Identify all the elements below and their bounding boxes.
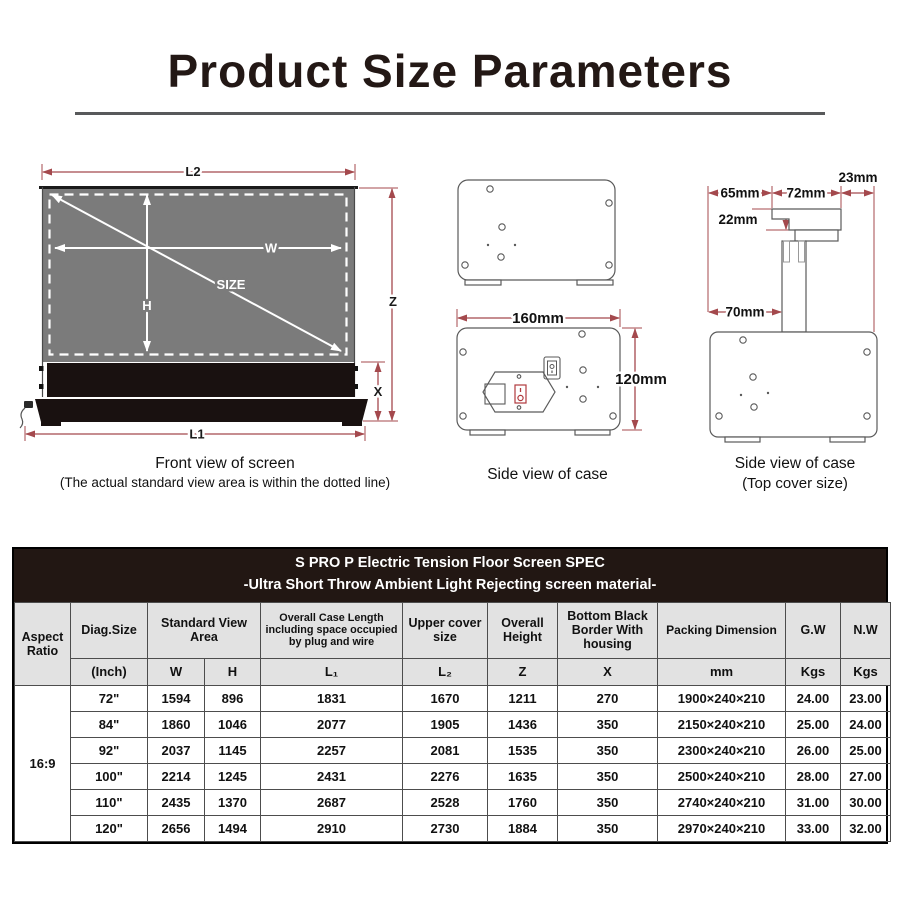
spec-title-line1: S PRO P Electric Tension Floor Screen SPEC — [295, 555, 605, 571]
cell: 1635 — [488, 763, 558, 789]
page-title: Product Size Parameters — [167, 45, 733, 97]
cell: 350 — [558, 737, 658, 763]
front-view-caption-title: Front view of screen — [155, 455, 295, 472]
dimension-l1 — [25, 426, 365, 442]
table-row — [15, 685, 891, 711]
cell: 2528 — [403, 789, 488, 815]
top-cover-caption — [690, 455, 900, 492]
spec-table-container — [12, 547, 888, 844]
power-plug — [24, 401, 33, 408]
cell: 1594 — [148, 685, 205, 711]
label-23mm: 23mm — [838, 170, 878, 185]
top-cover-diagram — [690, 160, 900, 450]
col-header-gw: G.W — [786, 602, 841, 658]
label-22mm: 22mm — [718, 212, 758, 227]
label-h: H — [142, 298, 152, 313]
cell: 23.00 — [841, 685, 891, 711]
subheader-x: X — [558, 658, 658, 685]
cell: 2037 — [148, 737, 205, 763]
label-70mm: 70mm — [725, 304, 765, 320]
label-z: Z — [389, 294, 397, 309]
side-view-case-diagram — [445, 160, 700, 450]
table-row — [15, 815, 891, 841]
table-row — [15, 737, 891, 763]
top-cover-shape — [772, 209, 841, 332]
cell: 25.00 — [786, 711, 841, 737]
dimension-70mm — [709, 305, 781, 320]
label-size: SIZE — [216, 277, 246, 292]
cell: 1370 — [205, 789, 261, 815]
cell: 26.00 — [786, 737, 841, 763]
cell: 92" — [71, 737, 148, 763]
cell: 350 — [558, 815, 658, 841]
aspect-ratio-value: 16:9 — [15, 685, 71, 841]
dimension-l2 — [42, 164, 355, 180]
front-view-caption — [15, 455, 435, 490]
subheader-kgs-gw: Kgs — [786, 658, 841, 685]
cell: 896 — [205, 685, 261, 711]
cell: 2687 — [261, 789, 403, 815]
dimension-160mm — [457, 309, 620, 327]
cell: 350 — [558, 711, 658, 737]
subheader-z: Z — [488, 658, 558, 685]
label-65mm: 65mm — [720, 185, 760, 201]
col-header-bottom-border: Bottom Black Border With housing — [558, 602, 658, 658]
label-160mm: 160mm — [512, 310, 564, 327]
cell: 30.00 — [841, 789, 891, 815]
top-cover-caption-title: Side view of case — [734, 455, 856, 472]
subheader-h: H — [205, 658, 261, 685]
cell: 33.00 — [786, 815, 841, 841]
col-header-standard-view-area: Standard View Area — [148, 602, 261, 658]
spec-table — [14, 602, 891, 842]
case-top-view — [458, 180, 615, 285]
subheader-mm: mm — [658, 658, 786, 685]
cell: 350 — [558, 789, 658, 815]
cell: 2740×240×210 — [658, 789, 786, 815]
col-header-case-length: Overall Case Length including space occupied by plug and wire — [261, 602, 403, 658]
cell: 270 — [558, 685, 658, 711]
col-header-packing: Packing Dimension — [658, 602, 786, 658]
col-header-diag-size: Diag.Size — [71, 602, 148, 658]
cell: 2257 — [261, 737, 403, 763]
cell: 2077 — [261, 711, 403, 737]
col-header-nw: N.W — [841, 602, 891, 658]
side-view-caption — [450, 466, 645, 484]
cell: 84" — [71, 711, 148, 737]
subheader-kgs-nw: Kgs — [841, 658, 891, 685]
cell: 2730 — [403, 815, 488, 841]
spec-title-line2: -Ultra Short Throw Ambient Light Rejecting screen material- — [243, 576, 657, 593]
cell: 2970×240×210 — [658, 815, 786, 841]
spec-table-title — [14, 549, 886, 602]
cell: 2150×240×210 — [658, 711, 786, 737]
dimension-72mm — [773, 186, 841, 209]
power-wire — [20, 408, 25, 428]
cell: 72" — [71, 685, 148, 711]
front-view-diagram — [15, 160, 435, 450]
col-header-aspect-ratio: Aspect Ratio — [15, 602, 71, 685]
table-row — [15, 789, 891, 815]
subheader-inch: (Inch) — [71, 658, 148, 685]
cell: 2431 — [261, 763, 403, 789]
cell: 32.00 — [841, 815, 891, 841]
cell: 120" — [71, 815, 148, 841]
cell: 24.00 — [841, 711, 891, 737]
cell: 1145 — [205, 737, 261, 763]
cell: 2300×240×210 — [658, 737, 786, 763]
table-row — [15, 711, 891, 737]
cell: 24.00 — [786, 685, 841, 711]
cell: 1670 — [403, 685, 488, 711]
cell: 28.00 — [786, 763, 841, 789]
cell: 1905 — [403, 711, 488, 737]
subheader-l2: L₂ — [403, 658, 488, 685]
label-x: X — [373, 384, 383, 399]
cell: 1884 — [488, 815, 558, 841]
label-72mm: 72mm — [786, 185, 826, 201]
cell: 1760 — [488, 789, 558, 815]
cell: 27.00 — [841, 763, 891, 789]
table-row — [15, 763, 891, 789]
case-side-view — [457, 328, 620, 435]
cell: 2656 — [148, 815, 205, 841]
side-view-caption-title: Side view of case — [487, 466, 608, 483]
cell: 2081 — [403, 737, 488, 763]
col-header-overall-height: Overall Height — [488, 602, 558, 658]
cell: 2500×240×210 — [658, 763, 786, 789]
cell: 1245 — [205, 763, 261, 789]
subheader-w: W — [148, 658, 205, 685]
cell: 1900×240×210 — [658, 685, 786, 711]
cell: 1046 — [205, 711, 261, 737]
dimension-23mm — [842, 186, 874, 332]
cell: 350 — [558, 763, 658, 789]
cell: 25.00 — [841, 737, 891, 763]
front-view-caption-note: (The actual standard view area is within the dotted line) — [59, 475, 391, 490]
cell: 1494 — [205, 815, 261, 841]
title-underline — [75, 112, 825, 115]
dimension-65mm — [708, 186, 772, 313]
label-120mm: 120mm — [615, 371, 667, 388]
top-cover-caption-note: (Top cover size) — [742, 475, 848, 492]
subheader-l1: L₁ — [261, 658, 403, 685]
cell: 1831 — [261, 685, 403, 711]
dimension-120mm — [615, 328, 667, 430]
case-top-cover-view — [710, 332, 877, 442]
label-l1: L1 — [189, 426, 205, 442]
col-header-upper-cover: Upper cover size — [403, 602, 488, 658]
cell: 100" — [71, 763, 148, 789]
cell: 1436 — [488, 711, 558, 737]
cell: 110" — [71, 789, 148, 815]
cell: 1211 — [488, 685, 558, 711]
cell: 2910 — [261, 815, 403, 841]
cell: 2276 — [403, 763, 488, 789]
bottom-black-border — [47, 363, 355, 397]
cell: 31.00 — [786, 789, 841, 815]
cell: 2435 — [148, 789, 205, 815]
label-w: W — [264, 240, 278, 256]
cell: 1535 — [488, 737, 558, 763]
cell: 2214 — [148, 763, 205, 789]
label-l2: L2 — [185, 164, 201, 179]
cell: 1860 — [148, 711, 205, 737]
housing-base — [20, 399, 368, 428]
